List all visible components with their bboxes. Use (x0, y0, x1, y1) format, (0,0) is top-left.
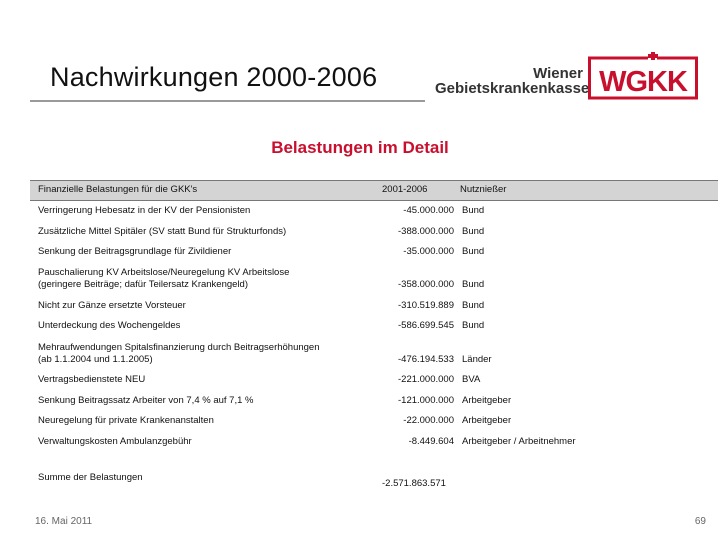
row-amount: -358.000.000 (398, 279, 454, 290)
header-beneficiary: Nutznießer (460, 184, 507, 195)
row-beneficiary: Bund (462, 205, 485, 216)
wgkk-logo (588, 52, 698, 100)
row-amount: -22.000.000 (403, 415, 454, 426)
row-description: Neuregelung für private Krankenanstalten (38, 415, 214, 426)
row-beneficiary: Bund (462, 226, 485, 237)
header-period: 2001-2006 (382, 184, 428, 195)
row-beneficiary: Länder (462, 354, 492, 365)
row-amount: -310.519.889 (398, 300, 454, 311)
logo-mark-text: WGKK (599, 66, 687, 98)
row-description: Nicht zur Gänze ersetzte Vorsteuer (38, 300, 186, 311)
logo-wordmark (435, 65, 590, 97)
row-beneficiary: Arbeitgeber (462, 395, 512, 406)
footer-date: 16. Mai 2011 (35, 516, 93, 527)
row-beneficiary: Bund (462, 279, 485, 290)
row-amount: -586.699.545 (398, 320, 454, 331)
row-amount: -121.000.000 (398, 395, 454, 406)
row-description: Vertragsbedienstete NEU (38, 374, 146, 385)
page-number: 69 (694, 516, 706, 527)
row-beneficiary: Bund (462, 320, 485, 331)
row-description: Mehraufwendungen Spitalsfinanzierung durch Beitragserhöhungen (38, 342, 320, 353)
row-amount: -476.194.533 (398, 354, 454, 365)
slide-title: Nachwirkungen 2000-2006 (50, 62, 378, 92)
row-description: Zusätzliche Mittel Spitäler (SV statt Bund für Strukturfonds) (38, 226, 287, 237)
row-description: Verringerung Hebesatz in der KV der Pensionisten (38, 205, 251, 216)
row-amount: -388.000.000 (398, 226, 454, 237)
row-beneficiary: Arbeitgeber (462, 415, 512, 426)
total-label: Summe der Belastungen (38, 472, 143, 483)
row-description: Pauschalierung KV Arbeitslose/Neuregelung KV Arbeitslose (38, 267, 290, 278)
row-amount: -221.000.000 (398, 374, 454, 385)
row-description: Senkung der Beitragsgrundlage für Zivildiener (38, 246, 232, 257)
logo-line-1: Wiener (533, 65, 583, 82)
row-beneficiary: Bund (462, 246, 485, 257)
table-header (30, 180, 718, 201)
title-divider (30, 100, 425, 102)
row-description-line-2: (geringere Beiträge; dafür Teilersatz Krankengeld) (38, 279, 248, 290)
row-beneficiary: Arbeitgeber / Arbeitnehmer (462, 436, 576, 447)
row-amount: -45.000.000 (403, 205, 454, 216)
row-description-line-2: (ab 1.1.2004 und 1.1.2005) (38, 354, 153, 365)
header-description: Finanzielle Belastungen für die GKK's (38, 184, 198, 195)
row-description: Unterdeckung des Wochengeldes (38, 320, 181, 331)
row-beneficiary: BVA (462, 374, 481, 385)
row-beneficiary: Bund (462, 300, 485, 311)
row-description: Senkung Beitragssatz Arbeiter von 7,4 % auf 7,1 % (38, 395, 254, 406)
row-description: Verwaltungskosten Ambulanzgebühr (38, 436, 192, 447)
total-amount: -2.571.863.571 (382, 478, 446, 489)
section-subtitle: Belastungen im Detail (271, 138, 449, 157)
logo-line-2: Gebietskrankenkasse (435, 80, 590, 97)
row-amount: -8.449.604 (408, 436, 454, 447)
row-amount: -35.000.000 (403, 246, 454, 257)
